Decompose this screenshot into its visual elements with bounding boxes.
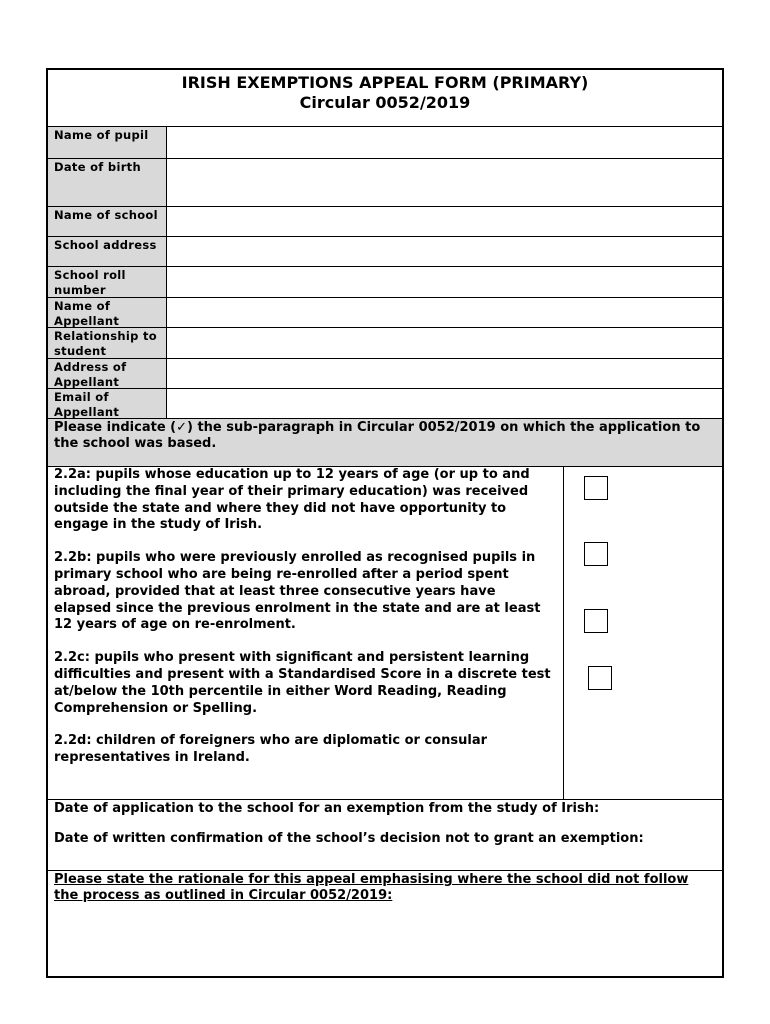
field-label: Relationship to student <box>48 328 167 358</box>
field-row-school-roll-number <box>48 267 722 298</box>
field-row-date-of-birth <box>48 159 722 207</box>
field-label: Name of Appellant <box>48 298 167 327</box>
checkbox-2-2d[interactable] <box>588 666 612 690</box>
field-label: School roll number <box>48 267 167 297</box>
appeal-form <box>46 68 724 978</box>
field-row-name-of-pupil <box>48 127 722 159</box>
form-title <box>48 70 722 127</box>
indicate-instruction: Please indicate (✓) the sub-paragraph in Circular 0052/2019 on which the application to the school was based. <box>48 419 722 467</box>
date-of-application-label: Date of application to the school for an exemption from the study of Irish: <box>54 801 600 816</box>
name-of-pupil-field[interactable] <box>167 127 722 158</box>
subparagraph-section <box>48 467 722 800</box>
field-label: Email of Appellant <box>48 389 167 418</box>
school-address-field[interactable] <box>167 237 722 266</box>
field-row-name-of-appellant <box>48 298 722 328</box>
email-of-appellant-field[interactable] <box>167 389 722 418</box>
subparagraph-2-2b: 2.2b: pupils who were previously enrolled as recognised pupils in primary school who are being re-enrolled after a period spent abroad, provided that at least three consecutive years have elapsed since the previous enrolment in the state and are at least 12 years of age on re-enrolment. <box>54 550 541 633</box>
field-label: School address <box>48 237 167 266</box>
subparagraph-list <box>48 467 564 799</box>
checkbox-column <box>564 467 722 799</box>
field-label: Date of birth <box>48 159 167 206</box>
field-row-relationship <box>48 328 722 359</box>
field-label: Name of pupil <box>48 127 167 158</box>
dates-section <box>48 800 722 871</box>
address-of-appellant-field[interactable] <box>167 359 722 388</box>
rationale-heading: Please state the rationale for this appeal emphasising where the school did not follow the process as outlined in Circular 0052/2019: <box>54 872 689 903</box>
form-title-line1: IRISH EXEMPTIONS APPEAL FORM (PRIMARY) <box>181 73 589 92</box>
school-roll-number-field[interactable] <box>167 267 722 297</box>
subparagraph-2-2a: 2.2a: pupils whose education up to 12 years of age (or up to and including the final year of their primary education) was received outside the state and where they did not have opportunity to engage in the study of Irish. <box>54 467 530 533</box>
name-of-appellant-field[interactable] <box>167 298 722 327</box>
date-of-birth-field[interactable] <box>167 159 722 206</box>
subparagraph-2-2c: 2.2c: pupils who present with significant and persistent learning difficulties and present with a Standardised Score in a discrete test at/below the 10th percentile in either Word Reading, Reading Comprehension or Spelling. <box>54 650 551 716</box>
checkbox-2-2a[interactable] <box>584 476 608 500</box>
relationship-field[interactable] <box>167 328 722 358</box>
field-row-address-of-appellant <box>48 359 722 389</box>
name-of-school-field[interactable] <box>167 207 722 236</box>
form-title-line2: Circular 0052/2019 <box>299 93 471 112</box>
date-of-confirmation-label: Date of written confirmation of the school’s decision not to grant an exemption: <box>54 831 644 846</box>
field-label: Name of school <box>48 207 167 236</box>
field-row-name-of-school <box>48 207 722 237</box>
field-label: Address of Appellant <box>48 359 167 388</box>
field-row-email-of-appellant <box>48 389 722 419</box>
checkbox-2-2b[interactable] <box>584 542 608 566</box>
subparagraph-2-2d: 2.2d: children of foreigners who are diplomatic or consular representatives in Ireland. <box>54 733 487 766</box>
checkbox-2-2c[interactable] <box>584 609 608 633</box>
field-row-school-address <box>48 237 722 267</box>
